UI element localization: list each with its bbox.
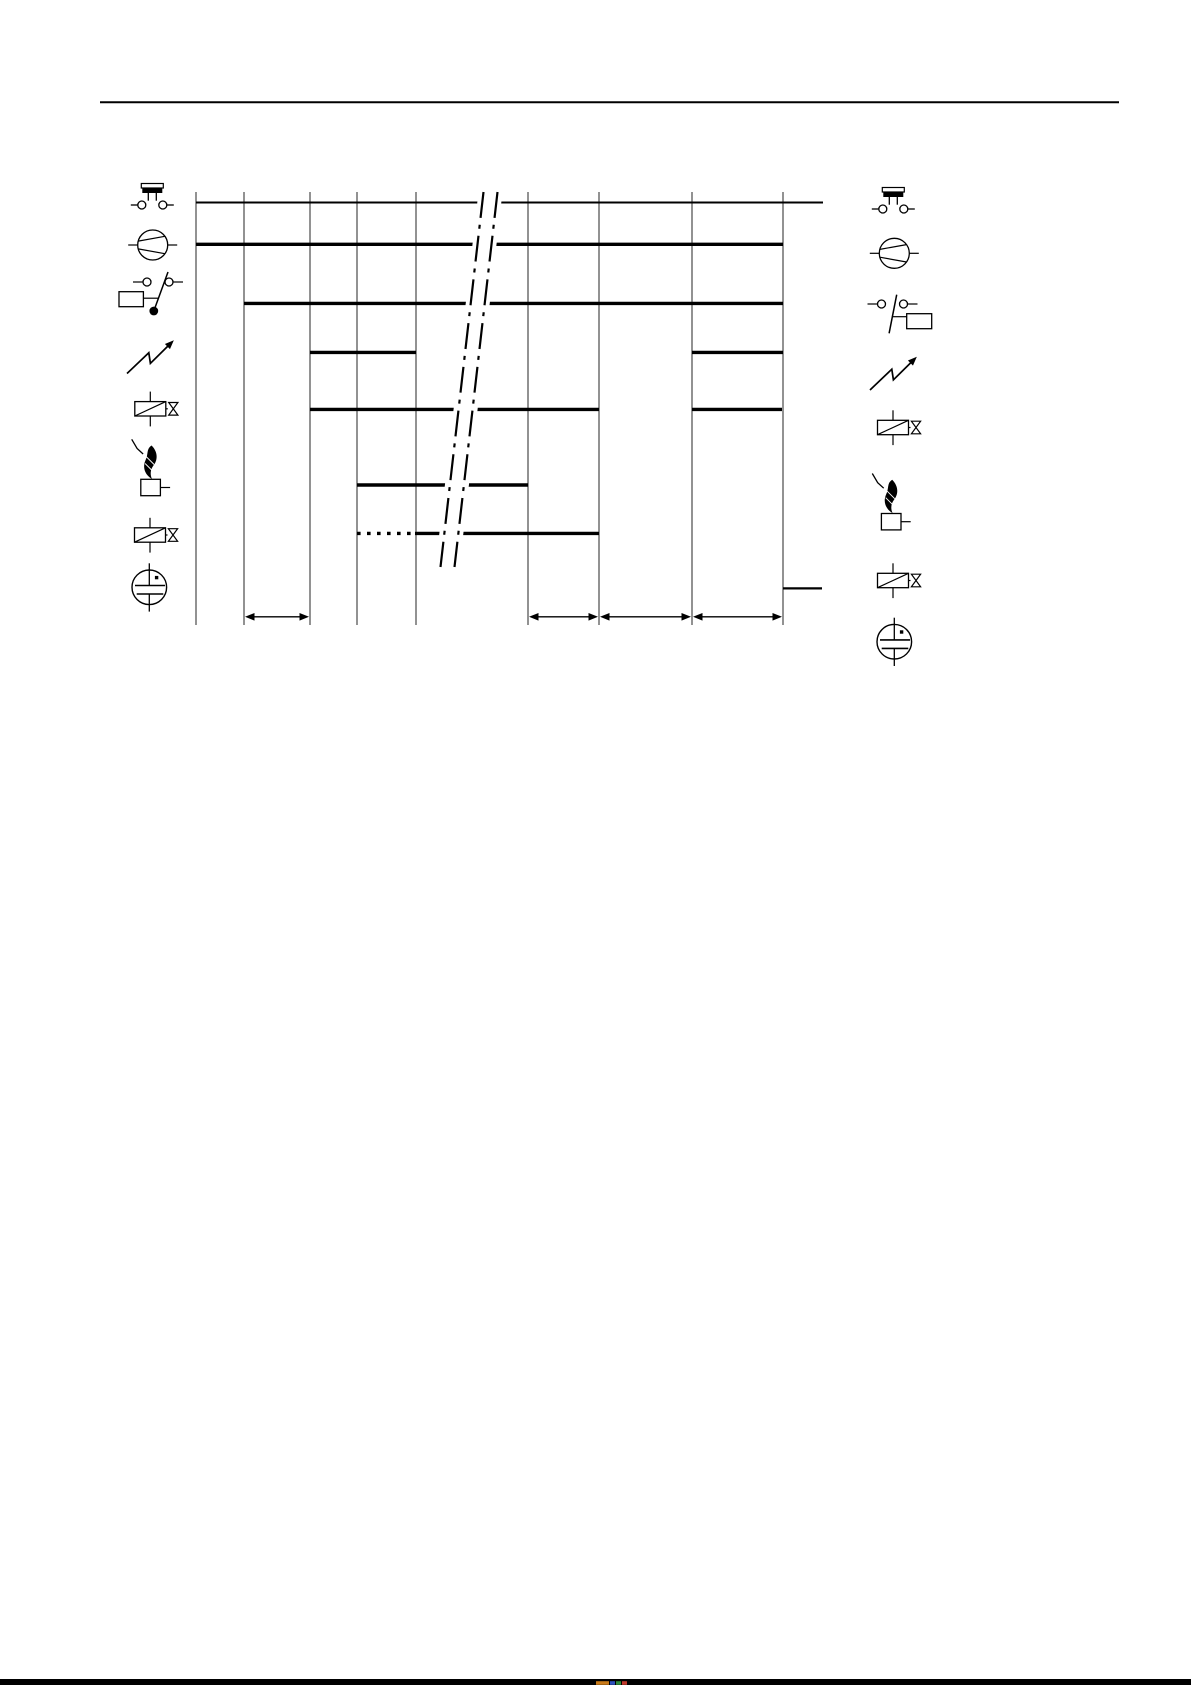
- page-bottom-bar: [0, 1679, 1191, 1685]
- fan-symbol-left: [128, 230, 177, 260]
- flame-symbol-left: [132, 439, 170, 495]
- flame-detector-symbol-right: [877, 618, 912, 666]
- fan-icon: [870, 238, 919, 268]
- fan-icon: [128, 230, 177, 260]
- air-pressure-switch-symbol-right: [868, 295, 932, 334]
- footer-accent-marks: [596, 1681, 627, 1685]
- flame-symbol-right: [872, 474, 910, 530]
- ignition-spark-icon: [127, 346, 169, 374]
- thermostat-symbol-left: [131, 184, 174, 210]
- ignition-spark-symbol-left: [127, 346, 169, 374]
- flame-detector-icon: [132, 563, 167, 611]
- fuel-valve-icon: [135, 392, 178, 427]
- flame-detector-symbol-left: [132, 563, 167, 611]
- fuel-valve-2-symbol-right: [878, 563, 921, 598]
- flame-detector-icon: [877, 618, 912, 666]
- fuel-valve-2-symbol-left: [135, 518, 178, 553]
- air-pressure-switch-icon: [868, 295, 932, 334]
- air-pressure-switch-icon: [119, 272, 183, 315]
- interval-arrow: [245, 613, 309, 621]
- time-axis-break: [436, 192, 503, 567]
- fuel-valve-1-symbol-right: [878, 410, 921, 445]
- thermostat-symbol-right: [872, 188, 915, 214]
- interval-arrow: [693, 613, 782, 621]
- thermostat-icon: [131, 184, 174, 210]
- flame-icon: [872, 474, 910, 530]
- fuel-valve-icon: [878, 410, 921, 445]
- thermostat-icon: [872, 188, 915, 214]
- interval-arrow: [529, 613, 598, 621]
- flame-icon: [132, 439, 170, 495]
- fuel-valve-1-symbol-left: [135, 392, 178, 427]
- air-pressure-switch-symbol-left: [119, 272, 183, 315]
- ignition-spark-symbol-right: [870, 362, 912, 390]
- interval-arrow: [600, 613, 691, 621]
- fuel-valve-icon: [135, 518, 178, 553]
- fan-symbol-right: [870, 238, 919, 268]
- ignition-spark-icon: [870, 362, 912, 390]
- fuel-valve-icon: [878, 563, 921, 598]
